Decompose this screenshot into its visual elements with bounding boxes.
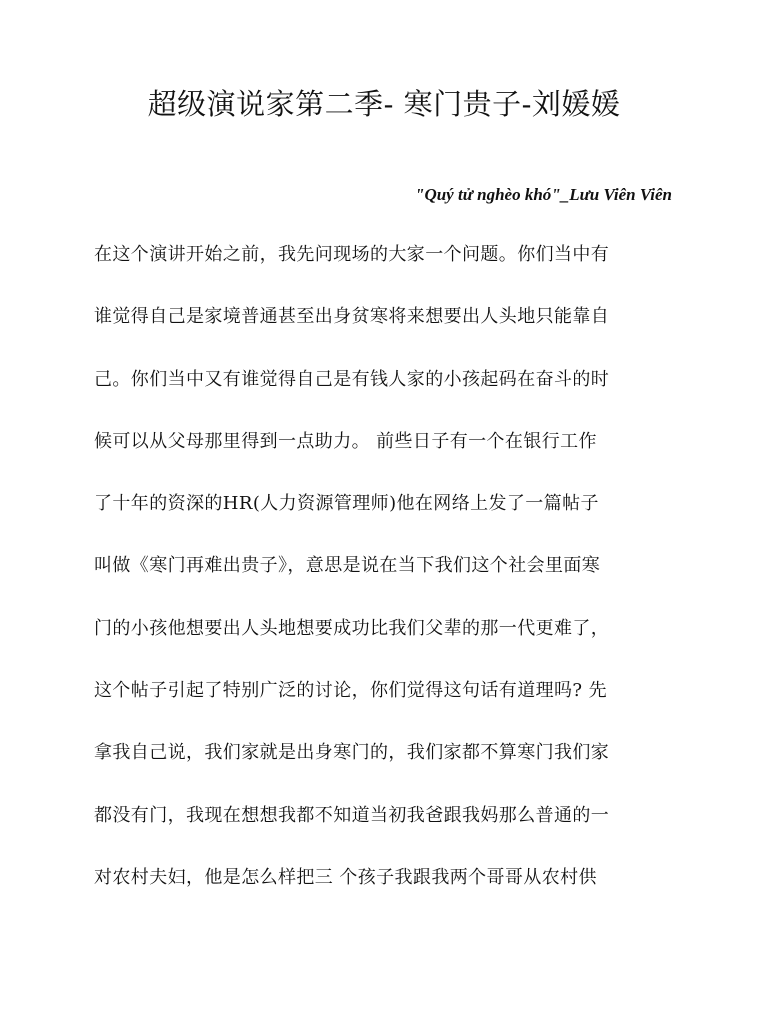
paragraph-line: 门的小孩他想要出人头地想要成功比我们父辈的那一代更难了， — [94, 617, 610, 639]
paragraph-line: 对农村夫妇，他是怎么样把三 个孩子我跟我两个哥哥从农村供 — [94, 866, 597, 888]
paragraph-line: 拿我自己说，我们家就是出身寒门的，我们家都不算寒门我们家 — [94, 742, 610, 764]
paragraph-line: 这个帖子引起了特别广泛的讨论，你们觉得这句话有道理吗? 先 — [94, 680, 607, 702]
paragraph-line: 候可以从父母那里得到一点助力。 前些日子有一个在银行工作 — [94, 430, 597, 452]
paragraph-line: 都没有门，我现在想想我都不知道当初我爸跟我妈那么普通的一 — [94, 804, 610, 826]
paragraph-line: 了十年的资深的HR(人力资源管理师)他在网络上发了一篇帖子 — [94, 493, 599, 515]
document-title: 超级演说家第二季- 寒门贵子-刘媛媛 — [147, 87, 621, 121]
document-subtitle: "Quý tử nghèo khó"_Lưu Viên Viên — [415, 185, 672, 204]
paragraph-line: 己。你们当中又有谁觉得自己是有钱人家的小孩起码在奋斗的时 — [94, 368, 610, 390]
paragraph-line: 谁觉得自己是家境普通甚至出身贫寒将来想要出人头地只能靠自 — [94, 306, 610, 328]
paragraph-line: 叫做《寒门再难出贵子》，意思是说在当下我们这个社会里面寒 — [94, 555, 601, 577]
paragraph-line: 在这个演讲开始之前，我先问现场的大家一个问题。你们当中有 — [94, 244, 610, 265]
document-body — [94, 240, 684, 925]
